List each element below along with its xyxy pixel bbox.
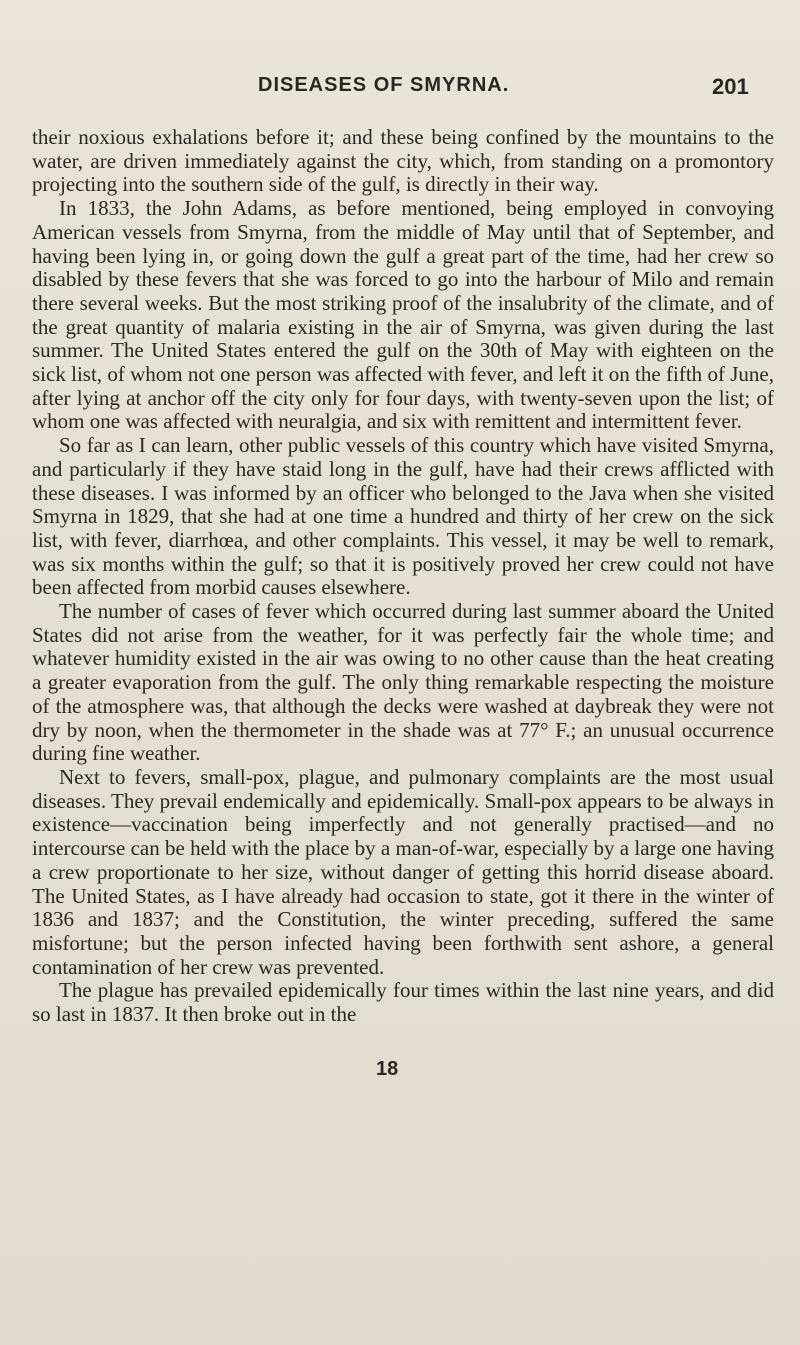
paragraph-fever-cases: The number of cases of fever which occurred during last summer aboard the United States did not arise from the weather, for it was perfectly fair the whole time; and whatever humidity existed in the air was owing to no other cause than the heat creating a greater evaporation from the gulf. The only thing remarkable respecting the moisture of the atmosphere was, that although the decks were washed at daybreak they were not dry by noon, when the thermometer in the shade was at 77° F.; an unusual occurrence during fine weather. — [32, 599, 774, 766]
paragraph-small-pox: Next to fevers, small-pox, plague, and pulmonary complaints are the most usual diseases. They prevail endemically and epidemically. Small-pox appears to be always in existence—vaccination being imperfectly and not generally practised—and no intercourse can be held with the place by a man-of-war, especially by a large one having a crew proportionate to her size, without danger of getting this horrid disease aboard. The United States, as I have already had occasion to state, got it there in the winter of 1836 and 1837; and the Constitution, the winter preceding, suffered the same misfortune; but the person infected having been forthwith sent ashore, a general contamination of her crew was prevented. — [32, 764, 774, 979]
paragraph-john-adams: In 1833, the John Adams, as before mentioned, being employed in convoying American vessels from Smyrna, from the middle of May until that of September, and having been lying in, or going down the gulf a great part of the time, had her crew so disabled by these fevers that she was forced to go into the harbour of Milo and remain there several weeks. But the most striking proof of the insalubrity of the climate, and of the great quantity of malaria existing in the air of Smyrna, was given during the last summer. The United States entered the gulf on the 30th of May with eighteen on the sick list, of whom not one person was affected with fever, and left it on the fifth of June, after lying at anchor off the city only for four days, with twenty-seven upon the list; of whom one was affected with neuralgia, and six with remittent and intermittent fever. — [32, 196, 774, 434]
running-head — [0, 74, 800, 106]
running-title: DISEASES OF SMYRNA. — [258, 74, 510, 96]
body-text — [32, 126, 774, 1027]
paragraph-continuation: their noxious exhalations before it; and these being confined by the mountains to the water, are driven immediately against the city, which, from standing on a promontory projecting into the southern side of the gulf, is directly in their way. — [32, 125, 774, 197]
paragraph-public-vessels: So far as I can learn, other public vessels of this country which have visited Smyrna, and particularly if they have staid long in the gulf, have had their crews afflicted with these diseases. I was informed by an officer who belonged to the Java when she visited Smyrna in 1829, that she had at one time a hundred and thirty of her crew on the sick list, with fever, diarrhœa, and other complaints. This vessel, it may be well to remark, was six months within the gulf; so that it is positively proved her crew could not have been affected from morbid causes elsewhere. — [32, 433, 774, 600]
paragraph-plague: The plague has prevailed epidemically four times within the last nine years, and did so last in 1837. It then broke out in the — [32, 978, 774, 1027]
signature-mark: 18 — [376, 1058, 399, 1080]
page-number: 201 — [712, 74, 749, 99]
